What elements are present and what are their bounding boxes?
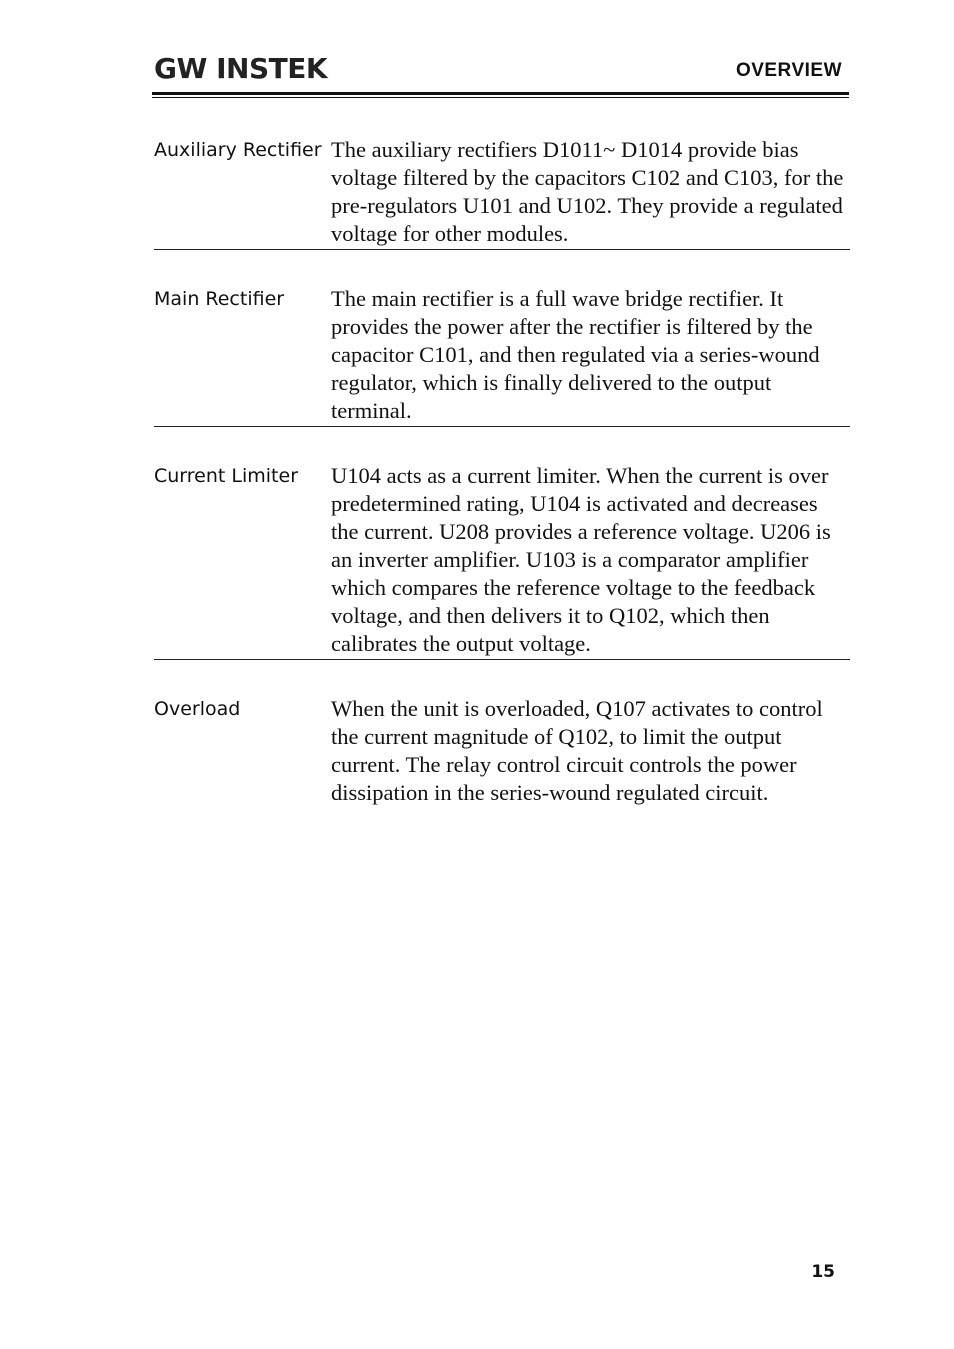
entry-term: Current Limiter: [154, 465, 299, 487]
entry-current-limiter: [154, 460, 850, 660]
entry-description: The main rectifier is a full wave bridge rectifier. It provides the power after the rectifier is filtered by the capacitor C101, and then regulated via a series-wound regulator, which is finally delivered to the output terminal.: [331, 286, 820, 423]
entry-description: When the unit is overloaded, Q107 activates to control the current magnitude of Q102, to limit the output current. The relay control circuit controls the power dissipation in the series-wound regulated circuit.: [331, 696, 823, 805]
entry-auxiliary-rectifier: [154, 134, 850, 250]
entry-term: Overload: [154, 698, 241, 720]
entry-description: The auxiliary rectifiers D1011~ D1014 provide bias voltage filtered by the capacitors C102 and C103, for the pre-regulators U101 and U102. They provide a regulated voltage for other modules.: [331, 137, 844, 246]
header-rule-thin: [152, 97, 849, 98]
definition-list: [154, 134, 850, 841]
page-number: 15: [811, 1262, 835, 1282]
entry-term: Auxiliary Rectifier: [154, 139, 322, 161]
entry-main-rectifier: [154, 283, 850, 427]
entry-overload: [154, 693, 850, 808]
section-title: OVERVIEW: [735, 60, 842, 81]
entry-description: U104 acts as a current limiter. When the current is over predetermined rating, U104 is activated and decreases the current. U208 provides a reference voltage. U206 is an inverter amplifier. U103 is a comparator amplifier which compares the reference voltage to the feedback voltage, and then delivers it to Q102, which then calibrates the output voltage.: [331, 463, 831, 656]
header-rule: [152, 92, 849, 95]
brand-logo: [154, 52, 328, 85]
logo-text: GW INSTEK: [154, 52, 328, 85]
entry-term: Main Rectifier: [154, 288, 285, 310]
